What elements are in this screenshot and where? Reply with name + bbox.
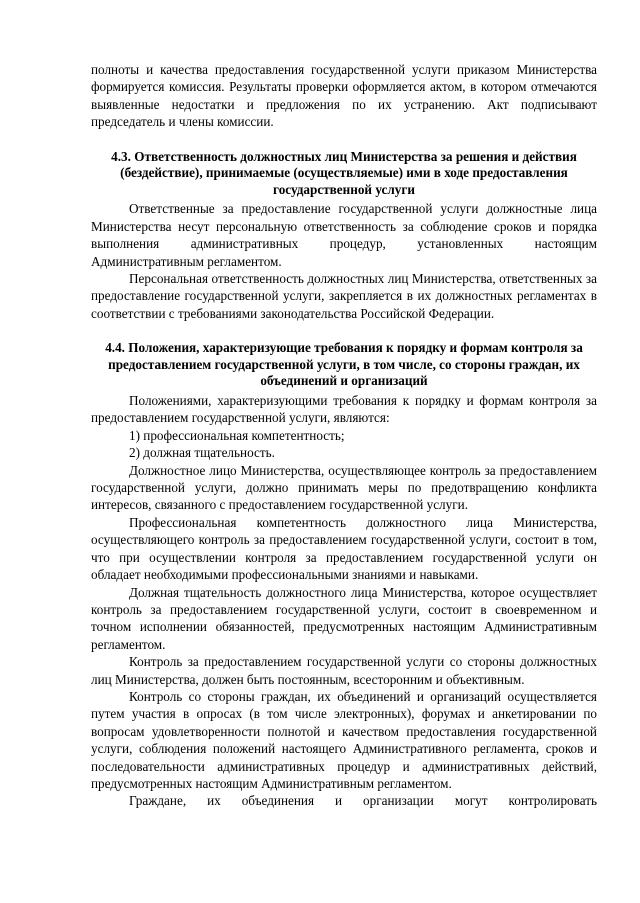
section-4-3-heading: 4.3. Ответственность должностных лиц Министерства за решения и действия (бездействие), принимаемые (осуществляемые) ими в ходе предоставления государственной услуги (111, 148, 577, 197)
section-4-4-paragraph: Должная тщательность должностного лица Министерства, которое осуществляет контроль за предоставлением государственной услуги, состоит в своевременном и точном исполнении обязанностей, предусмотренных настоящим Административным регламентом. (91, 584, 597, 652)
list-item-diligence: 2) должная тщательность. (129, 445, 275, 461)
section-4-3-paragraph: Персональная ответственность должностных лиц Министерства, ответственных за предоставление государственной услуги, закрепляется в их должностных регламентах в соответствии с требованиями законодательства Российской Федерации. (91, 271, 597, 321)
section-4-4-paragraph-continued: Граждане, их объединения и организации могут контролировать (129, 793, 597, 809)
section-4-4-heading: 4.4. Положения, характеризующие требования к порядку и формам контроля за предоставлением государственной услуги, в том числе, со стороны граждан, их объединений и организаций (105, 340, 583, 389)
intro-paragraph: полноты и качества предоставления государственной услуги приказом Министерства формируется комиссия. Результаты проверки оформляется актом, в котором отмечаются выявленные недостатки и предложения по их устранению. Акт подписывают председатель и члены комиссии. (91, 62, 597, 130)
section-4-3-paragraph: Ответственные за предоставление государственной услуги должностные лица Министерства несут персональную ответственность за соблюдение сроков и порядка выполнения административных процедур, установленных настоящим Административным регламентом. (91, 201, 597, 269)
section-4-4-paragraph: Контроль со стороны граждан, их объединений и организаций осуществляется путем участия в опросах (в том числе электронных), форумах и анкетировании по вопросам удовлетворенности полнотой и качеством предоставления государственной услуги, соблюдения положений настоящего Административного регламента, сроков и последовательности административных процедур и административных действий, предусмотренных настоящим Административным регламентом. (91, 688, 597, 791)
list-item-competence: 1) профессиональная компетентность; (129, 427, 345, 443)
spacer (91, 322, 597, 340)
section-4-4-paragraph: Должностное лицо Министерства, осуществляющее контроль за предоставлением государственной услуги, должно принимать меры по предотвращению конфликта интересов, связанного с предоставлением государственной услуги. (91, 462, 597, 513)
spacer (91, 131, 597, 149)
section-4-4-paragraph: Контроль за предоставлением государственной услуги со стороны должностных лиц Министерства, должен быть постоянным, всесторонним и объективным. (91, 654, 597, 687)
section-4-4-paragraph: Положениями, характеризующими требования к порядку и формам контроля за предоставлением государственной услуги, являются: (91, 393, 597, 426)
section-4-4-paragraph: Профессиональная компетентность должностного лица Министерства, осуществляющего контроль за предоставлением государственной услуги, состоит в том, что при осуществлении контроля за предоставлением государственной услуги он обладает необходимыми профессиональными знаниями и навыками. (91, 514, 597, 583)
document-page (91, 61, 597, 810)
